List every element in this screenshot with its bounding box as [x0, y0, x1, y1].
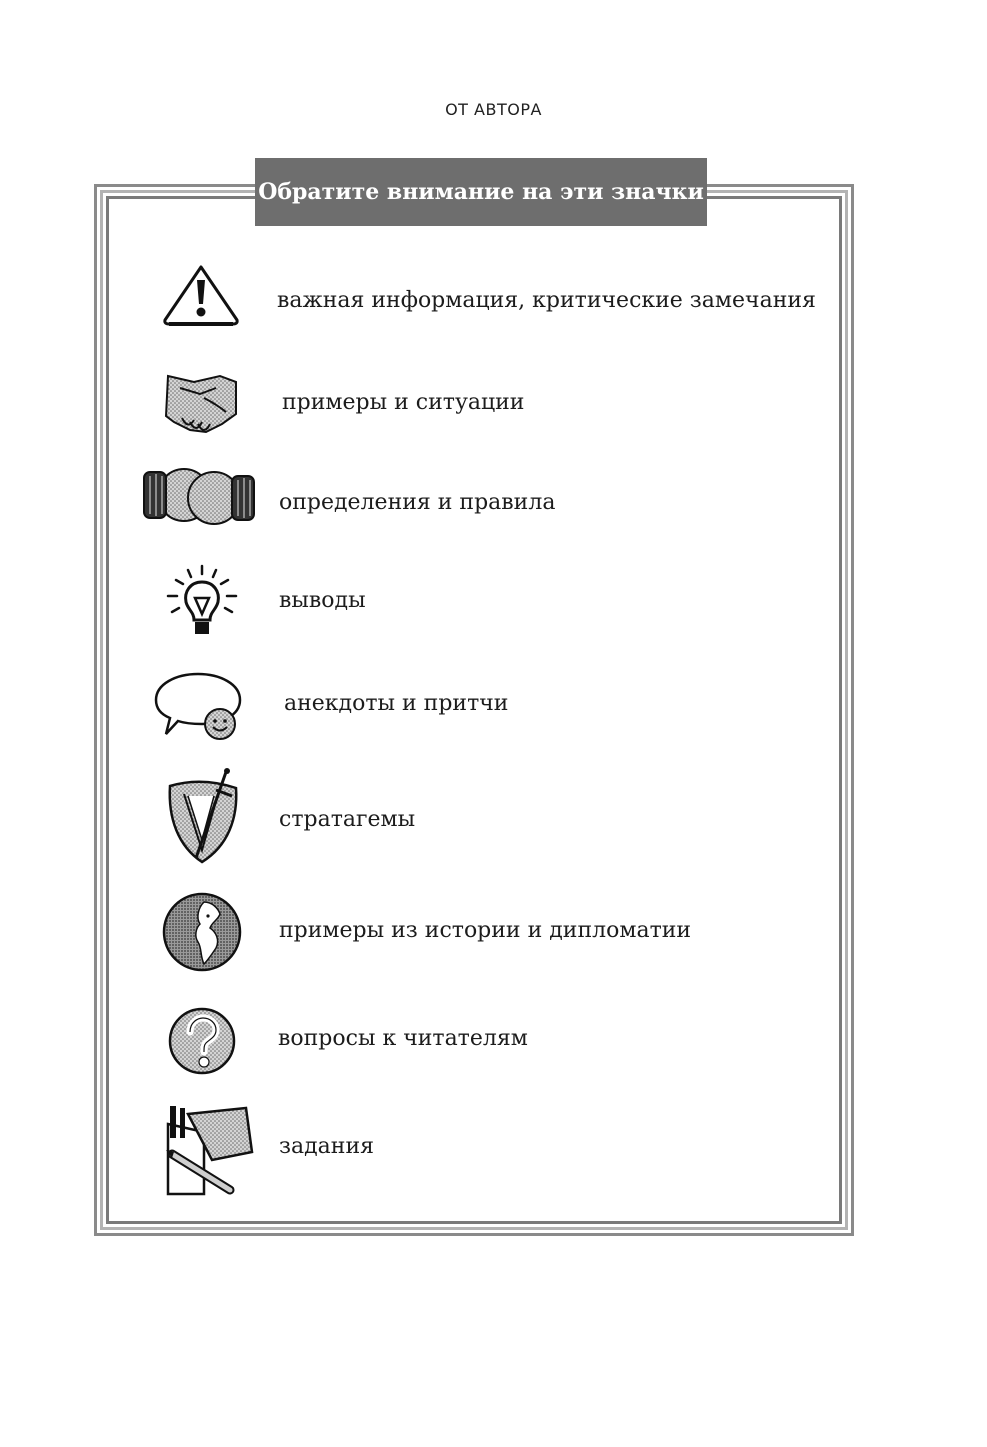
box-title-text: Обратите внимание на эти значки [258, 179, 704, 205]
legend-label: определения и правила [279, 490, 556, 515]
legend-label: примеры и ситуации [282, 390, 525, 415]
legend-label: выводы [279, 588, 366, 613]
warning-triangle-icon [160, 262, 242, 328]
box-title [255, 158, 707, 226]
speech-bubble-smiley-icon [152, 668, 246, 744]
notebook-pencil-icon [160, 1094, 256, 1198]
running-head: ОТ АВТОРА [445, 100, 542, 119]
globe-icon [160, 890, 244, 974]
legend-label: стратагемы [279, 807, 416, 832]
handshake-icon [160, 368, 242, 440]
question-mark-icon [166, 1006, 238, 1076]
legend-label: вопросы к читателям [278, 1026, 528, 1051]
boxing-gloves-icon [140, 462, 258, 528]
legend-label: примеры из истории и дипломатии [279, 918, 692, 943]
lightbulb-icon [162, 562, 242, 640]
legend-label: анекдоты и притчи [284, 691, 509, 716]
shield-sword-icon [160, 766, 246, 868]
legend-label: важная информация, критические замечания [277, 288, 816, 313]
legend-label: задания [279, 1134, 374, 1159]
